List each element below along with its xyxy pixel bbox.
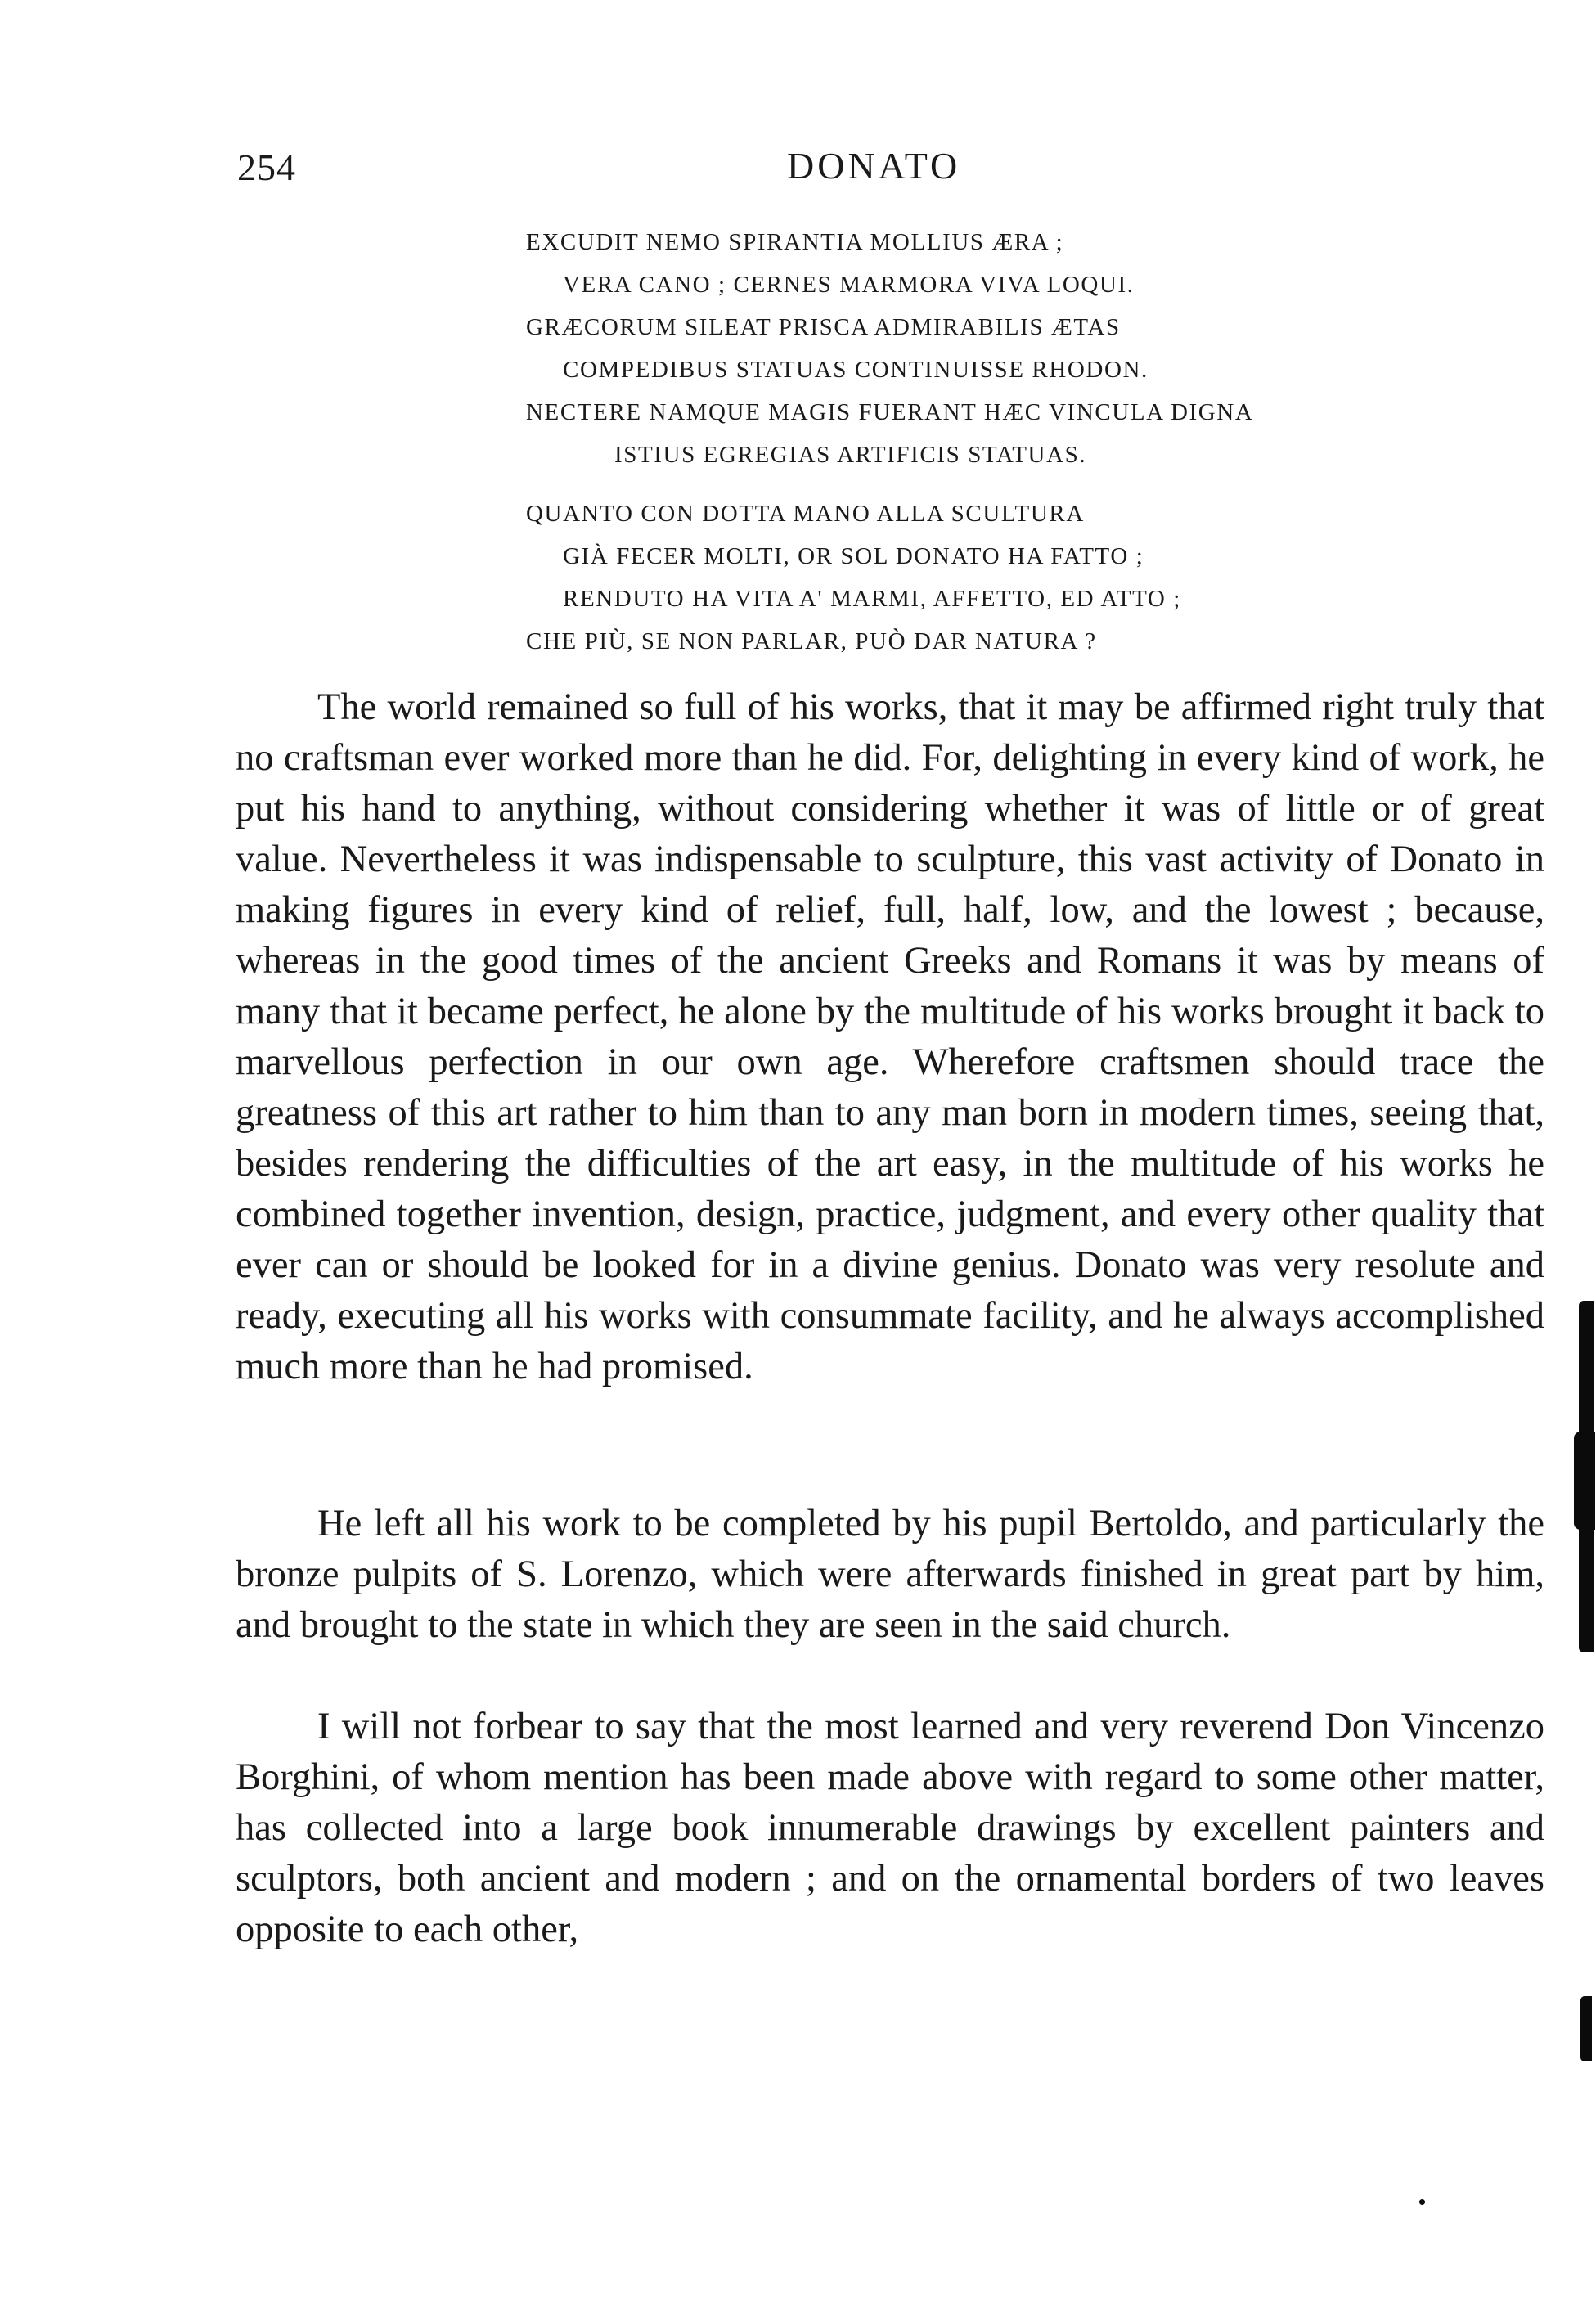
latin-epitaph-line: NECTERE NAMQUE MAGIS FUERANT HÆC VINCULA DIGNA <box>526 399 1254 425</box>
latin-epitaph-line: GRÆCORUM SILEAT PRISCA ADMIRABILIS ÆTAS <box>526 314 1121 340</box>
page-header <box>237 137 1546 203</box>
italian-epitaph <box>526 492 1181 663</box>
latin-epitaph-line: ISTIUS EGREGIAS ARTIFICIS STATUAS. <box>614 442 1087 468</box>
italian-epitaph-line: GIÀ FECER MOLTI, OR SOL DONATO HA FATTO ; <box>563 543 1144 569</box>
scan-artifact-dot <box>1419 2199 1425 2205</box>
paragraph-text: The world remained so full of his works, that it may be affirmed right truly that no craftsman ever worked more than he did. For, delighting in every kind of work, he put his hand to anything, without considering whether it was of little or of great value. Nevertheless it was indispensable to sculpture, this vast activity of Donato in making figures in every kind of relief, full, half, low, and the lowest ; because, whereas in the good times of the ancient Greeks and Romans it was by means of many that it became perfect, he alone by the multitude of his works brought it back to marvellous perfection in our own age. Wherefore craftsmen should trace the greatness of this art rather to him than to any man born in modern times, seeing that, besides rendering the difficulties of the art easy, in the multitude of his works he combined together invention, design, practice, judgment, and every other quality that ever can or should be looked for in a divine genius. Donato was very resolute and ready, executing all his works with consummate facility, and he always accomplished much more than he had promised. <box>236 686 1544 1387</box>
body-paragraph-1 <box>236 682 1544 1392</box>
latin-epitaph-line: COMPEDIBUS STATUAS CONTINUISSE RHODON. <box>563 357 1149 383</box>
page-number: 254 <box>237 146 296 188</box>
italian-epitaph-line: QUANTO CON DOTTA MANO ALLA SCULTURA <box>526 501 1085 527</box>
body-paragraph-2 <box>236 1499 1544 1651</box>
latin-epitaph <box>526 221 1253 476</box>
italian-epitaph-line: CHE PIÙ, SE NON PARLAR, PUÒ DAR NATURA ? <box>526 628 1097 654</box>
paragraph-text: I will not forbear to say that the most learned and very reverend Don Vincenzo Borghini, of whom mention has been made above with regard to some other matter, has collected into a large book innumerable drawings by excellent painters and sculptors, both ancient and modern ; and on the ornamental borders of two leaves opposite to each other, <box>236 1706 1544 1950</box>
italian-epitaph-line: RENDUTO HA VITA A' MARMI, AFFETTO, ED ATTO ; <box>563 586 1181 612</box>
scan-artifact-mark <box>1580 1996 1592 2061</box>
scan-artifact-mark <box>1574 1432 1595 1530</box>
running-head: DONATO <box>787 145 961 187</box>
body-paragraph-3 <box>236 1702 1544 1955</box>
paragraph-text: He left all his work to be completed by his pupil Bertoldo, and particularly the bronze pulpits of S. Lorenzo, which were afterwards finished in great part by him, and brought to the state in which they are seen in the said church. <box>236 1503 1544 1646</box>
latin-epitaph-line: EXCUDIT NEMO SPIRANTIA MOLLIUS ÆRA ; <box>526 229 1064 255</box>
latin-epitaph-line: VERA CANO ; CERNES MARMORA VIVA LOQUI. <box>563 272 1135 298</box>
